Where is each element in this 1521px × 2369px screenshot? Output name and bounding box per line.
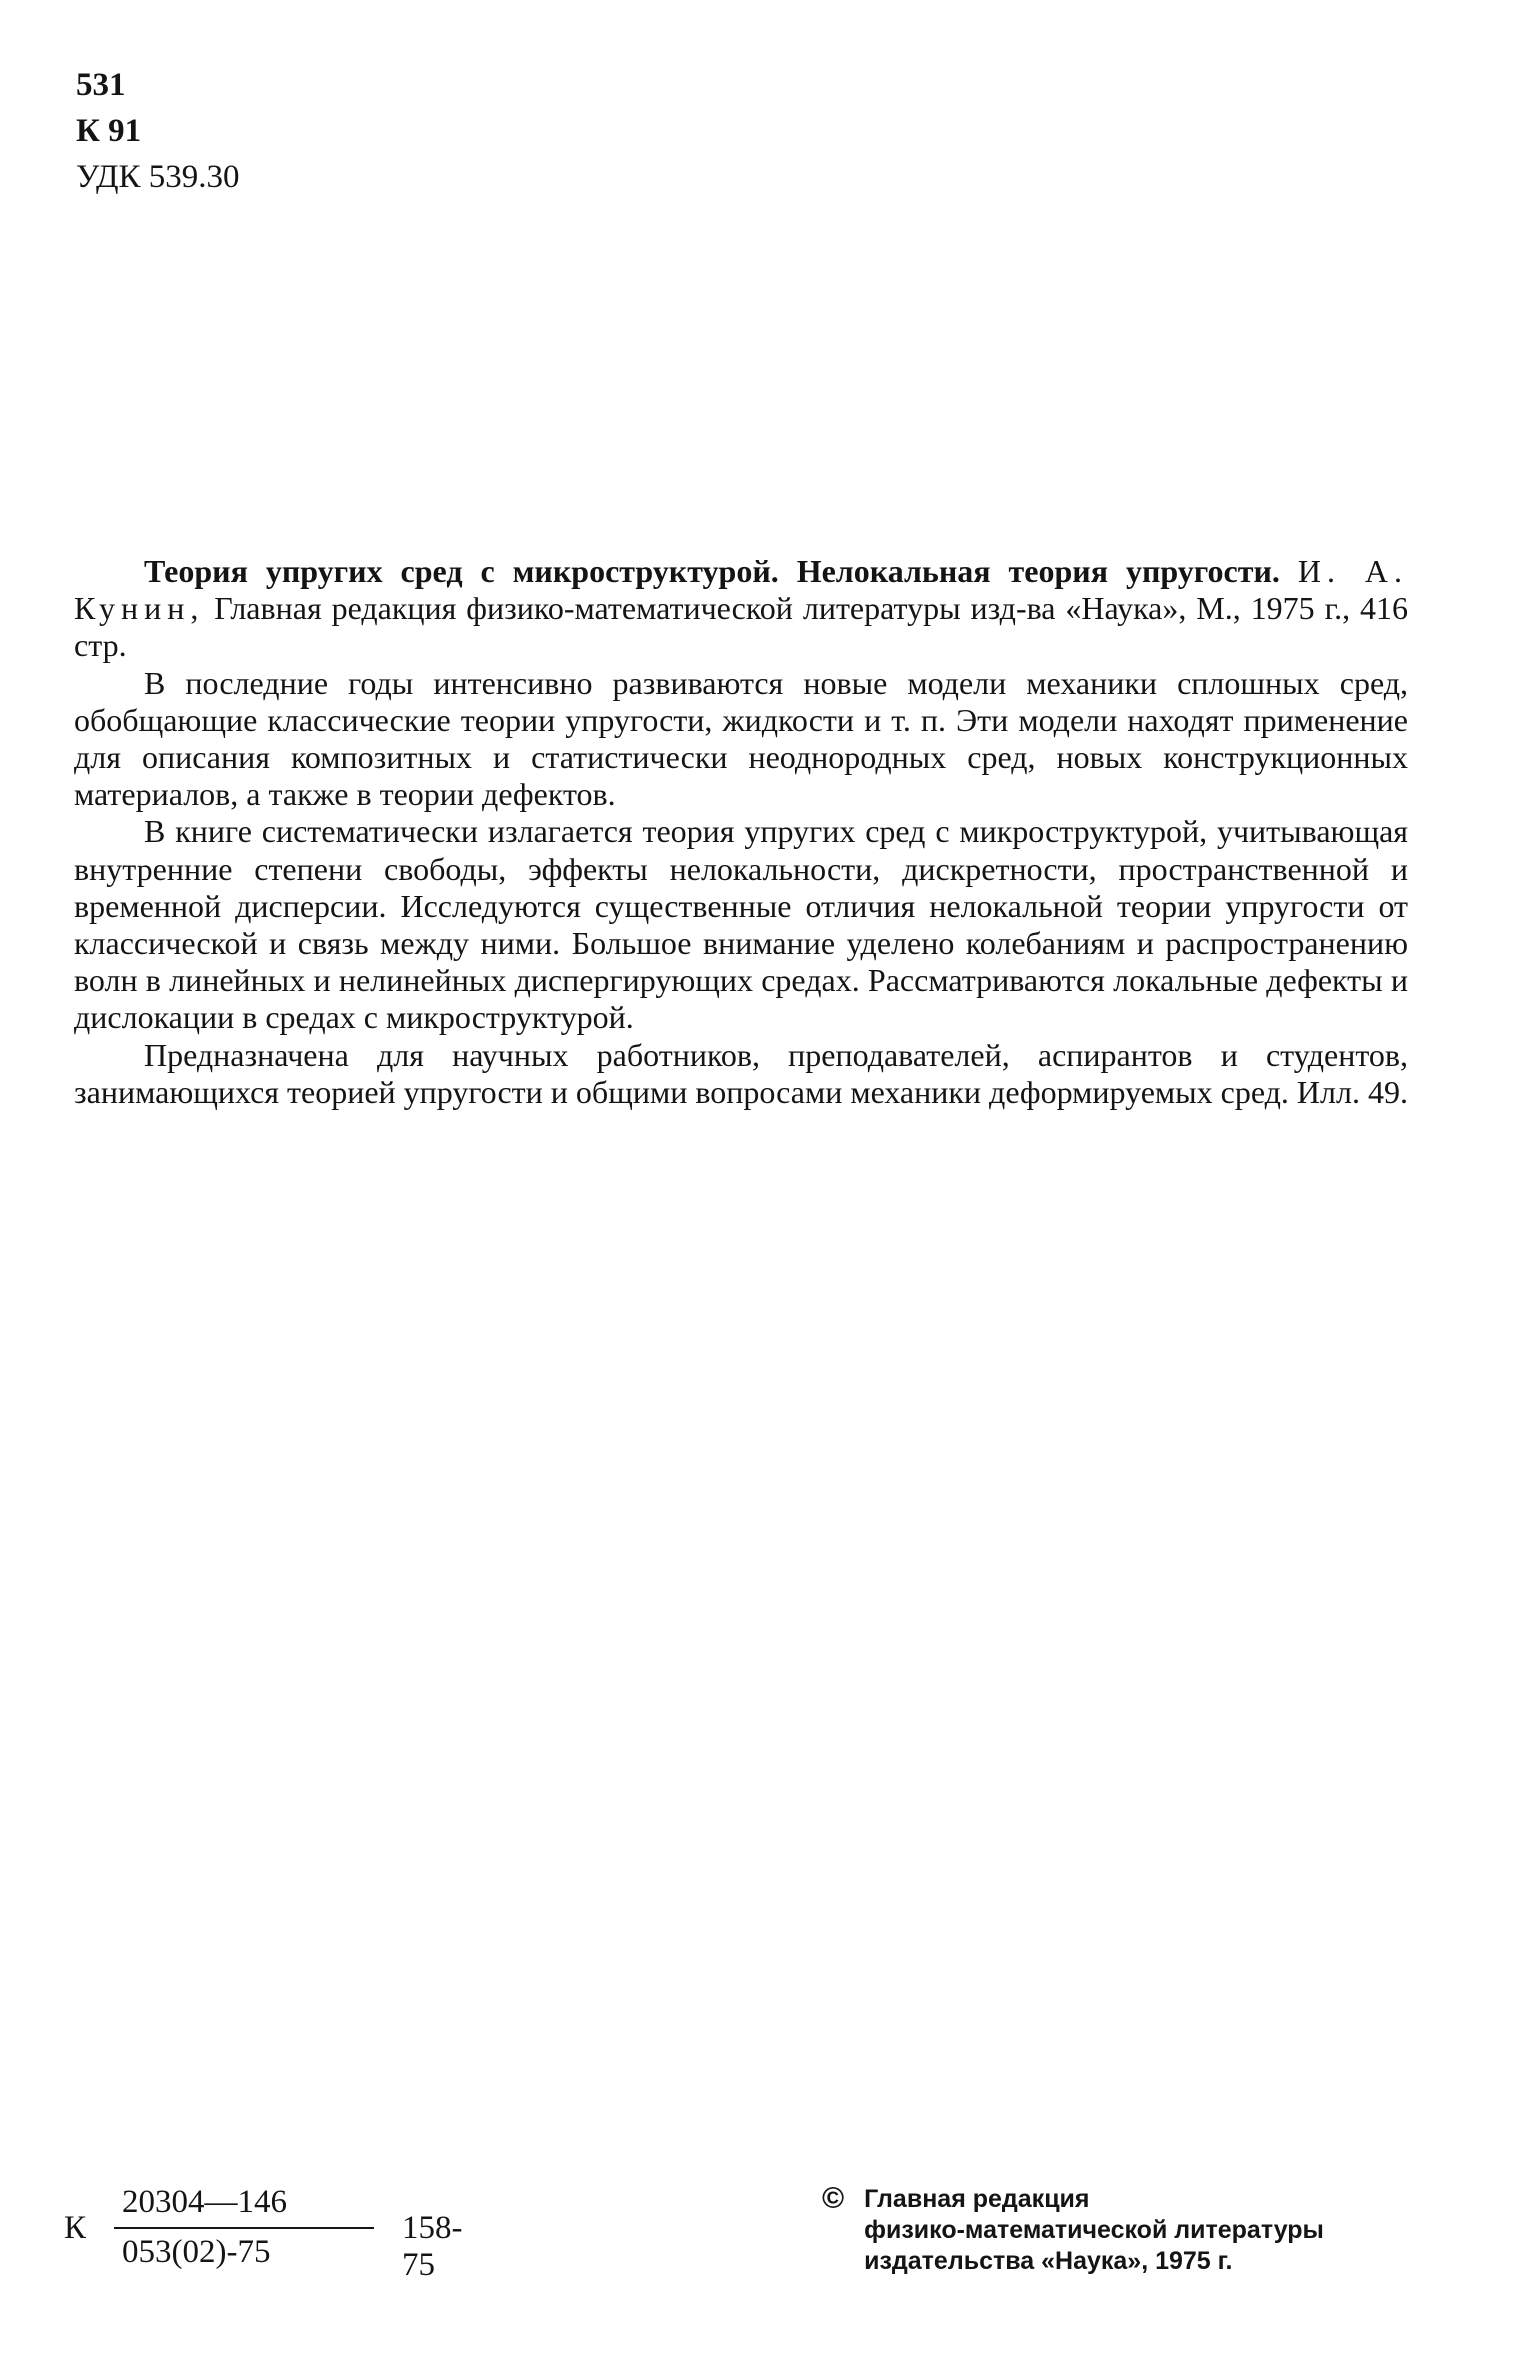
bbk-letter: К — [64, 2210, 87, 2246]
classification-codes — [76, 62, 240, 200]
copyright-line-3: издательства «Наука», 1975 г. — [864, 2247, 1233, 2275]
code-k91: К 91 — [76, 113, 142, 149]
annotation-paragraph-1: В последние годы интенсивно развиваются новые модели механики сплошных сред, обобщающие классические теории упругости, жидкости и т. п. Эти модели находят применение для описания композитных и статистически неоднородных сред, новых конструкционных материалов, а также в теории дефектов. — [74, 664, 1408, 813]
fraction-line — [114, 2227, 374, 2229]
copyright-line-2: физико-математической литературы — [864, 2216, 1324, 2244]
author-name: И. А. Кунин, — [74, 553, 1409, 627]
bbk-numerator: 20304—146 — [122, 2184, 287, 2220]
copyright-icon: © — [822, 2182, 845, 2215]
bbk-code — [64, 2178, 464, 2288]
bbk-suffix: 158-75 — [402, 2210, 463, 2283]
copyright-text — [864, 2184, 1324, 2277]
publisher-info: Главная редакция физико-математической литературы изд-ва «Наука», М., 1975 г., 416 стр. — [74, 590, 1409, 664]
copyright-line-1: Главная редакция — [864, 2185, 1090, 2213]
udk-code: УДК 539.30 — [76, 159, 240, 195]
code-531: 531 — [76, 67, 126, 103]
bbk-denominator: 053(02)-75 — [122, 2234, 271, 2270]
book-title: Теория упругих сред с микроструктурой. Нелокальная теория упругости. — [144, 553, 1280, 589]
annotation — [74, 553, 1408, 1111]
bibliographic-entry — [74, 553, 1408, 665]
annotation-paragraph-3: Предназначена для научных работников, преподавателей, аспирантов и студентов, занимающихся теорией упругости и общими вопросами механики деформируемых сред. Илл. 49. — [74, 1036, 1408, 1110]
annotation-paragraph-2: В книге систематически излагается теория упругих сред с микроструктурой, учитывающая внутренние степени свободы, эффекты нелокальности, дискретности, пространственной и временной дисперсии. Исследуются существенные отличия нелокальной теории упругости от классической и связь между ними. Большое внимание уделено колебаниям и распространению волн в линейных и нелинейных диспергирующих средах. Рассматриваются локальные дефекты и дислокации в средах с микроструктурой. — [74, 813, 1408, 1036]
copyright-block — [822, 2184, 1324, 2277]
